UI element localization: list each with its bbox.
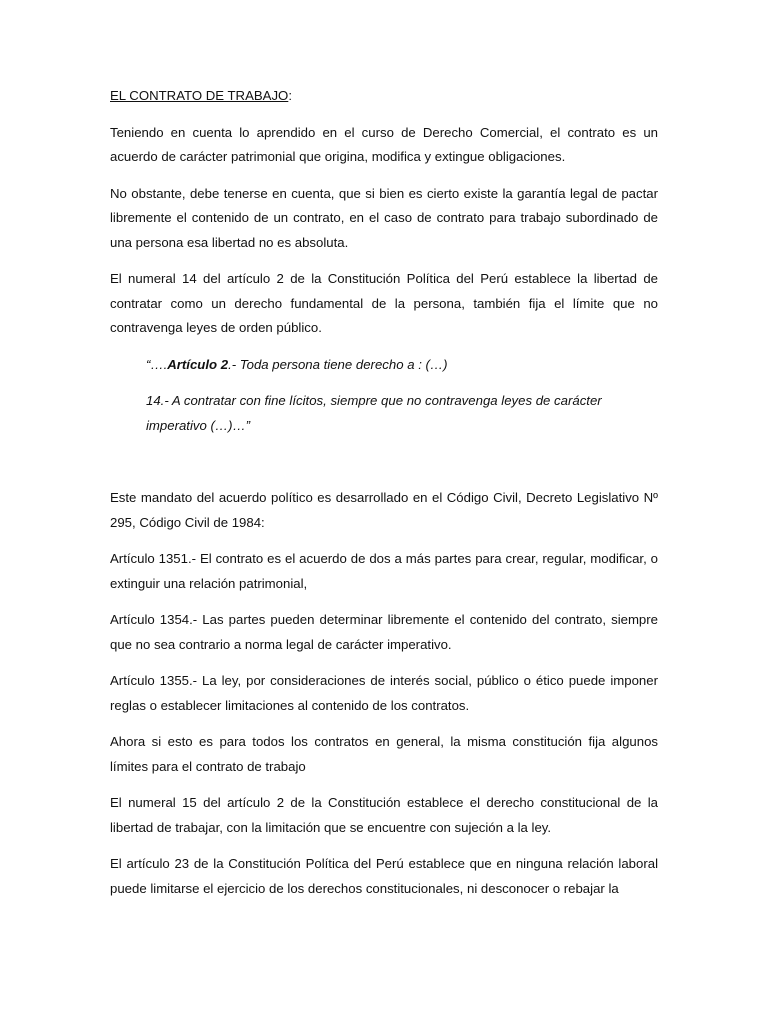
- title-colon: :: [288, 88, 292, 103]
- quote-line-1: [146, 353, 658, 378]
- paragraph-body-6: El numeral 15 del artículo 2 de la Constitución establece el derecho constitucional de la libertad de trabajar, con la limitación que se encuentre con sujeción a la ley.: [110, 795, 658, 835]
- constitution-quote: [146, 353, 658, 439]
- paragraph-body-4: Artículo 1355.- La ley, por consideraciones de interés social, público o ético puede imponer reglas o establecer limitaciones al contenido de los contratos.: [110, 673, 658, 713]
- quote-article-label: Artículo 2: [167, 356, 229, 372]
- paragraph-intro-1: Teniendo en cuenta lo aprendido en el curso de Derecho Comercial, el contrato es un acuerdo de carácter patrimonial que origina, modifica y extingue obligaciones.: [110, 124, 658, 164]
- title-text: EL CONTRATO DE TRABAJO: [110, 88, 289, 103]
- paragraph-body-3: Artículo 1354.- Las partes pueden determinar libremente el contenido del contrato, siempre que no sea contrario a norma legal de carácter imperativo.: [110, 612, 658, 652]
- paragraph-body-1: Este mandato del acuerdo político es desarrollado en el Código Civil, Decreto Legislativo Nº 295, Código Civil de 1984:: [110, 490, 658, 530]
- section-gap: [110, 450, 658, 486]
- document-title: [110, 84, 658, 109]
- paragraph-intro-3: El numeral 14 del artículo 2 de la Constitución Política del Perú establece la libertad de contratar como un derecho fundamental de la persona, también fija el límite que no contravenga leyes de orden público.: [110, 271, 658, 335]
- paragraph-body-2: Artículo 1351.- El contrato es el acuerdo de dos a más partes para crear, regular, modificar, o extinguir una relación patrimonial,: [110, 551, 658, 591]
- paragraph-body-7: El artículo 23 de la Constitución Política del Perú establece que en ninguna relación laboral puede limitarse el ejercicio de los derechos constitucionales, ni desconocer o rebajar la: [110, 856, 658, 896]
- quote-line-2: 14.- A contratar con fine lícitos, siempre que no contravenga leyes de carácter imperativo (…)…”: [146, 393, 602, 433]
- quote-open: “….: [146, 356, 168, 372]
- paragraph-intro-2: No obstante, debe tenerse en cuenta, que si bien es cierto existe la garantía legal de pactar libremente el contenido de un contrato, en el caso de contrato para trabajo subordinado de una persona esa libertad no es absoluta.: [110, 185, 658, 250]
- document-body: [110, 84, 658, 913]
- quote-line-1-rest: .- Toda persona tiene derecho a : (…): [228, 356, 448, 372]
- paragraph-body-5: Ahora si esto es para todos los contratos en general, la misma constitución fija algunos límites para el contrato de trabajo: [110, 734, 658, 774]
